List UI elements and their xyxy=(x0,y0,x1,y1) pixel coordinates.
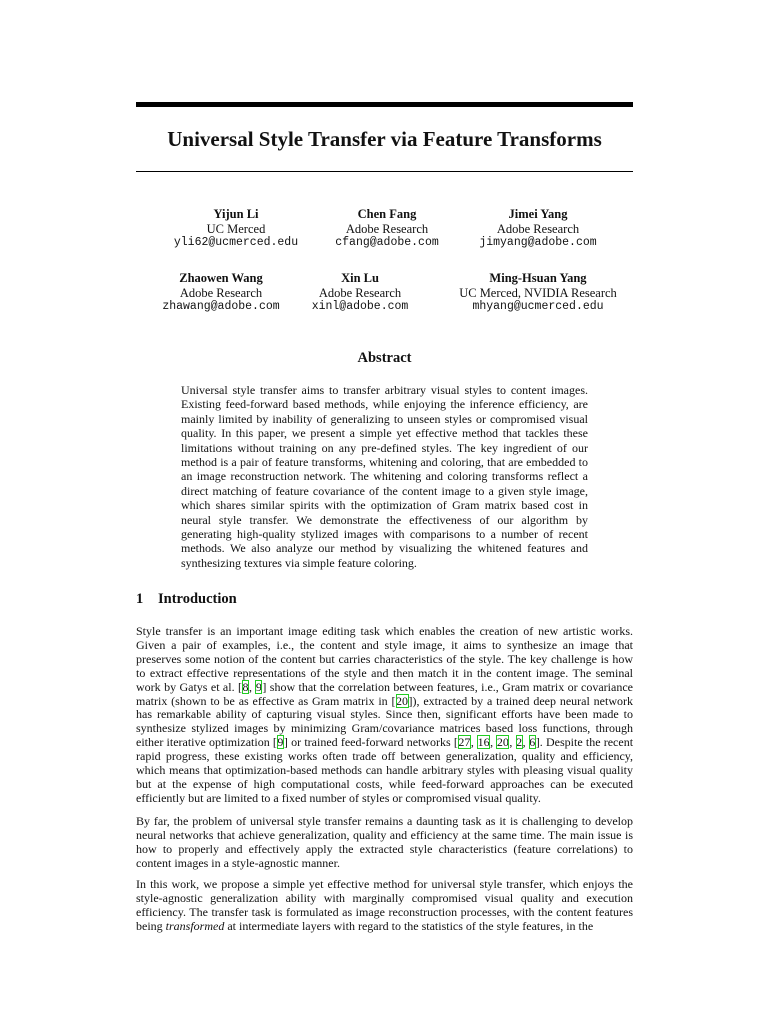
paragraph-text: , xyxy=(470,735,478,750)
paragraph-text: Style transfer is an important image editing task which enables the creation of new artistic works. Given a pair of examples, i.e., the content and style image, it aims to synthesize an image that preserves some notion of the content but carries characteristics of the style. The key challenge is how to extract effective representations of the style and then match it in the content image. The seminal work by Gatys et al. [ xyxy=(136,624,633,694)
author-name: Yijun Li xyxy=(213,207,259,221)
paragraph-text: , xyxy=(509,735,516,750)
paragraph-text: ]. Despite the recent rapid progress, these existing works often trade off between generalization, quality and efficiency, which means that optimization-based methods can handle arbitrary styles with pleasing visual quality but at the expense of high computational costs, while feed-forward approaches can be executed efficiently but are limited to a fixed number of styles or compromised visual quality. xyxy=(136,735,634,805)
citation-link[interactable]: 9 xyxy=(277,735,284,750)
paragraph-text: ] or trained feed-forward networks [ xyxy=(283,735,458,750)
title-top-rule xyxy=(136,102,633,107)
paragraph-text: ] show that the correlation between features, i.e., Gram matrix or covariance matrix (shown to be as effective as Gram matrix in [ xyxy=(136,679,633,708)
author-affiliation: UC Merced xyxy=(206,221,266,236)
author-name: Zhaowen Wang xyxy=(179,271,263,285)
author-email[interactable]: xinl@adobe.com xyxy=(311,300,409,313)
section-number: 1 xyxy=(136,591,144,607)
author-name: Jimei Yang xyxy=(508,207,568,221)
author-affiliation: Adobe Research xyxy=(318,285,402,300)
citation-link[interactable]: 9 xyxy=(255,679,262,694)
intro-paragraph-1 xyxy=(136,625,633,806)
paper-title: Universal Style Transfer via Feature Transforms xyxy=(167,127,602,151)
intro-paragraph-2: By far, the problem of universal style transfer remains a daunting task as it is challenging to develop neural networks that achieve generalization, quality and efficiency at the same time. The main issue is how to properly and effectively apply the extracted style characteristics (feature correlations) to content images in a style-agnostic manner. xyxy=(136,814,633,870)
author-block xyxy=(423,271,653,315)
citation-link[interactable]: 20 xyxy=(396,693,408,708)
abstract-text: Universal style transfer aims to transfer arbitrary visual styles to content images. Existing feed-forward based methods, while enjoying the inference efficiency, are mainly limited by inability of generalizing to unseen styles or compromised visual quality. In this paper, we present a simple yet effective method that tackles these limitations without training on any pre-defined styles. The key ingredient of our method is a pair of feature transforms, whitening and coloring, that are embedded to an image reconstruction network. The whitening and coloring transforms reflect a direct matching of feature covariance of the content image to a given style image, which shares similar spirits with the optimization of Gram matrix based cost in neural style transfer. We demonstrate the effectiveness of our algorithm by generating high-quality stylized images with comparisons to a number of recent methods. We also analyze our method by visualizing the whitened features and synthesizing textures via simple feature coloring. xyxy=(181,383,588,570)
paragraph-text: , xyxy=(490,735,497,750)
author-name: Xin Lu xyxy=(341,271,379,285)
paragraph-text: at intermediate layers with regard to the statistics of the style features, in the xyxy=(224,918,594,933)
citation-link[interactable]: 27 xyxy=(458,735,471,750)
author-name: Ming-Hsuan Yang xyxy=(489,271,587,285)
author-email[interactable]: cfang@adobe.com xyxy=(335,236,439,249)
abstract-heading: Abstract xyxy=(357,350,412,366)
paragraph-text: ]), extracted by a trained deep neural network has remarkable ability of capturing visual styles. Since then, significant efforts have been made to synthesize stylized images by minimizing Gram/covariance matrices based loss functions, through either iterative optimization [ xyxy=(136,693,633,750)
title-bottom-rule xyxy=(136,171,633,172)
author-email[interactable]: mhyang@ucmerced.edu xyxy=(472,300,604,313)
paragraph-text: , xyxy=(248,679,256,694)
author-block xyxy=(438,207,638,251)
intro-paragraph-3 xyxy=(136,878,633,934)
author-email[interactable]: jimyang@adobe.com xyxy=(479,236,597,249)
citation-link[interactable]: 6 xyxy=(529,735,536,750)
author-name: Chen Fang xyxy=(357,207,417,221)
author-email[interactable]: zhawang@adobe.com xyxy=(162,300,280,313)
citation-link[interactable]: 2 xyxy=(516,735,523,750)
citation-link[interactable]: 8 xyxy=(242,679,249,694)
author-email[interactable]: yli62@ucmerced.edu xyxy=(173,236,299,249)
author-affiliation: UC Merced, NVIDIA Research xyxy=(459,285,617,300)
author-affiliation: Adobe Research xyxy=(496,221,580,236)
author-affiliation: Adobe Research xyxy=(179,285,263,300)
section-title: Introduction xyxy=(158,591,237,607)
author-affiliation: Adobe Research xyxy=(345,221,429,236)
emphasis-text: transformed xyxy=(165,918,225,933)
section-heading xyxy=(136,591,237,608)
citation-link[interactable]: 16 xyxy=(477,735,490,750)
paragraph-text: In this work, we propose a simple yet effective method for universal style transfer, which enjoys the style-agnostic generalization ability with marginally compromised visual quality and execution efficiency. The transfer task is formulated as image reconstruction processes, with the content features being xyxy=(136,877,633,933)
paragraph-text: , xyxy=(522,735,529,750)
citation-link[interactable]: 20 xyxy=(496,735,509,750)
